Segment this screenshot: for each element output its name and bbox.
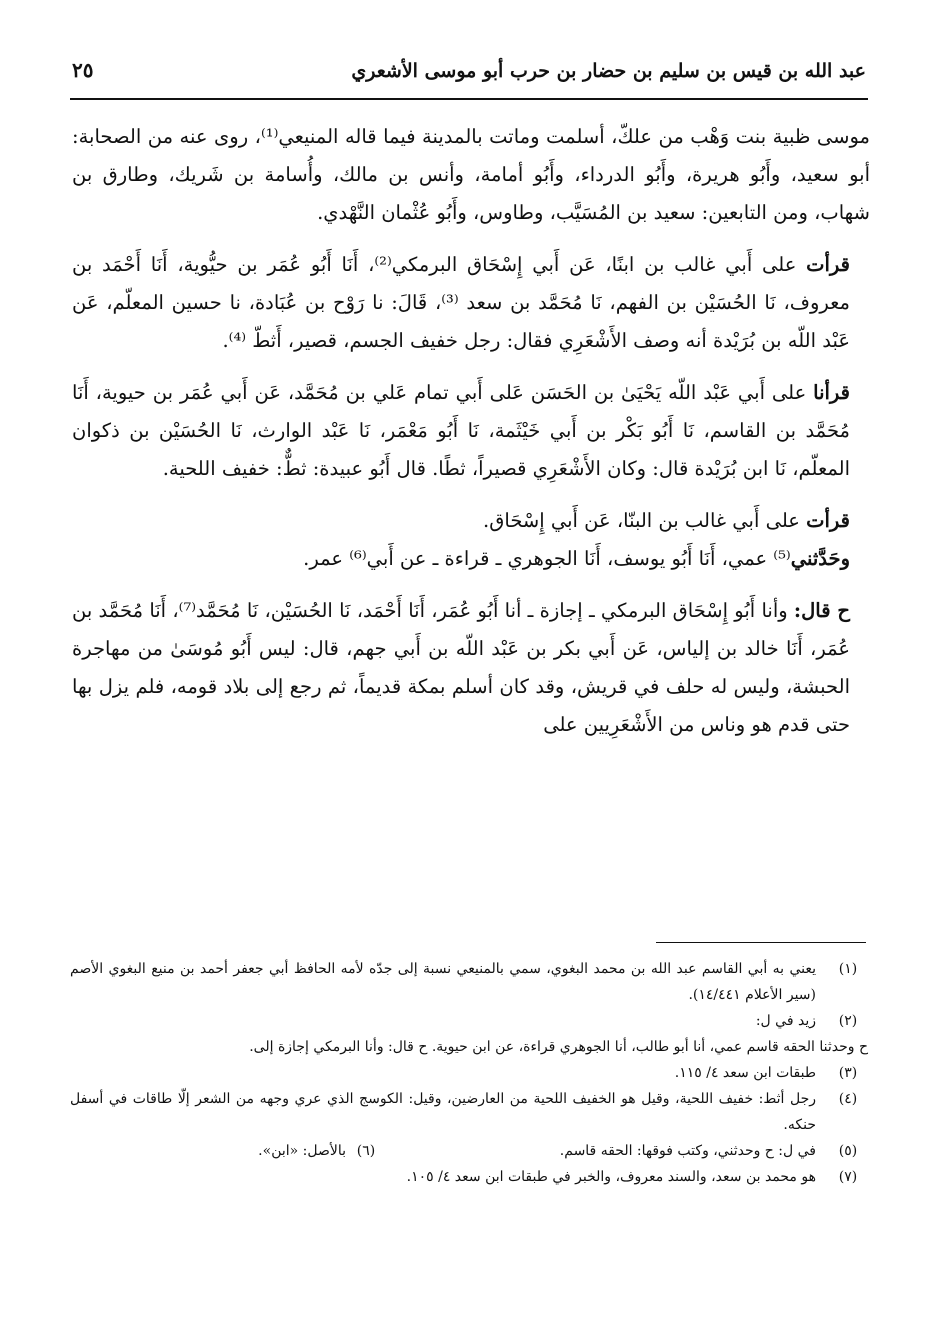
paragraph-5-lead: وحَدَّثني [790,547,850,570]
paragraph-2 [72,246,870,360]
footnote-text: ح وحدثنا الحقه قاسم عمي، أنا أبو طالب، أنا الجوهري قراءة، عن ابن حيوية. ح قال: وأنا البرمكي إجازة إلى. [249,1039,868,1055]
paragraph-6 [72,592,870,744]
paragraph-2-lead: قرأت [806,253,850,276]
footnote-text: بالأصل: «ابن». [258,1143,346,1159]
footnote-text: طبقات ابن سعد ٤/ ١١٥. [674,1065,816,1081]
footnote-2-continued [70,1034,868,1060]
paragraph-6-lead: ح قال: [793,599,850,622]
footnote-3 [70,1060,868,1086]
footnote-1 [70,956,868,1008]
footnote-2 [70,1008,868,1034]
running-head [72,56,866,96]
footnote-number: (٣) [838,1065,858,1081]
footnote-text: هو محمد بن سعد، والسند معروف، والخبر في طبقات ابن سعد ٤/ ١٠٥. [406,1169,816,1185]
footnote-text: يعني به أبي القاسم عبد الله بن محمد البغوي، سمي بالمنيعي نسبة إلى جدّه لأمه الحافظ أبي جعفر أحمد بن منيع البغوي الأصم (سير الأعلام ١٤/٤٤١). [70,961,816,1003]
footnotes [70,956,868,1190]
footnote-number: (٥) [838,1143,858,1159]
paragraph-3-text: على أَبي عَبْد اللّه يَحْيَىٰ بن الحَسَن عَلى أَبي تمام عَلي بن مُحَمَّد، عَن أَبي عُمَر بن حيوية، أَنَا مُحَمَّد بن القاسم، نَا أَبُو بَكْر بن أَبي خَيْثَمة، نَا أَبُو مَعْمَر، نَا عَبْد الوارث، نَا الحُسَيْن بن ذكوان المعلّم، نَا ابن بُرَيْدة قال: وكان الأَشْعَرِي قصيراً، ثطًا. قال أَبُو عبيدة: ثطٌّ: خفيف اللحية. [72,381,850,480]
footnote-number: (٤) [838,1091,858,1107]
header-rule [70,98,868,100]
footnote-text: زيد في ل: [755,1013,816,1029]
paragraph-3-lead: قرأنا [813,381,850,404]
paragraph-1 [72,118,870,232]
footnote-text: رجل أثط: خفيف اللحية، وقيل هو الخفيف اللحية من العارضين، وقيل: الكوسج الذي عري وجهه من الشعر إلّا طاقات في أسفل حنكه. [70,1091,816,1133]
paragraph-5 [72,540,870,578]
paragraph-3 [72,374,870,488]
paragraph-2-text: على أَبي غالب بن ابنًا، عَن أَبي إِسْحَاق البرمكي⁽²⁾، أَنَا أَبُو عُمَر بن حيُّوية، أَنَا أَحْمَد بن معروف، نَا الحُسَيْن بن الفهم، نَا مُحَمَّد بن سعد ⁽³⁾، قَالَ: نا رَوْح بن عُبَادة، نا حسين المعلّم، عَن عَبْد اللّه بن بُرَيْدة أنه وصف الأَشْعَرِي فقال: رجل خفيف الجسم، قصير، أَثطّ ⁽⁴⁾. [72,253,850,352]
paragraph-6-text: وأنا أَبُو إِسْحَاق البرمكي ـ إجازة ـ أنا أَبُو عُمَر، أَنَا أَحْمَد، نَا الحُسَيْن، نَا مُحَمَّد⁽⁷⁾، أَنَا مُحَمَّد بن عُمَر، أَنَا خالد بن إلياس، عَن أَبي بكر بن عَبْد اللّه بن أَبي جهم، قال: ليس أَبُو مُوسَىٰ من مهاجرة الحبشة، وليس له حلف في قريش، وقد كان أسلم بمكة قديماً، ثم رجع إلى بلاد قومه، فلم يزل بها حتى قدم هو وناس من الأَشْعَرِيين على [72,599,850,736]
paragraph-4-text: على أَبي غالب بن البنّا، عَن أَبي إِسْحَاق. [483,509,807,532]
footnote-number: (٧) [838,1169,858,1185]
paragraph-4-lead: قرأت [806,509,850,532]
paragraph-1-text: موسى ظبية بنت وَهْب من علكّ، أسلمت وماتت بالمدينة فيما قاله المنيعي⁽¹⁾، روى عنه من الصحابة: أبو سعيد، وأَبُو هريرة، وأَبُو الدرداء، وأَبُو أمامة، وأنس بن مالك، وأُسامة بن شَريك، وطارق بن شهاب، ومن التابعين: سعيد بن المُسَيَّب، وطاوس، وأَبُو عُثْمان النَّهْدي. [72,125,870,224]
page-number: ٢٥ [72,58,94,82]
footnote-split-row [70,1138,816,1164]
main-text [72,118,870,744]
footnote-7 [70,1164,868,1190]
footnote-text: في ل: ح وحدثني، وكتب فوقها: الحقه قاسم. [559,1143,816,1159]
footnote-number: (٢) [838,1013,858,1029]
footnote-4 [70,1086,868,1138]
footnote-number: (٦) [356,1143,376,1159]
paragraph-4 [72,502,870,540]
paragraph-5-text: ⁽⁵⁾ عمي، أَنَا أَبُو يوسف، أَنَا الجوهري ـ قراءة ـ عن أَبي⁽⁶⁾ عمر. [303,547,791,570]
running-title: عبد الله بن قيس بن سليم بن حضار بن حرب أبو موسى الأشعري [351,60,866,82]
footnote-5-6 [70,1138,868,1164]
footnote-rule [656,942,866,943]
footnote-number: (١) [838,961,858,977]
